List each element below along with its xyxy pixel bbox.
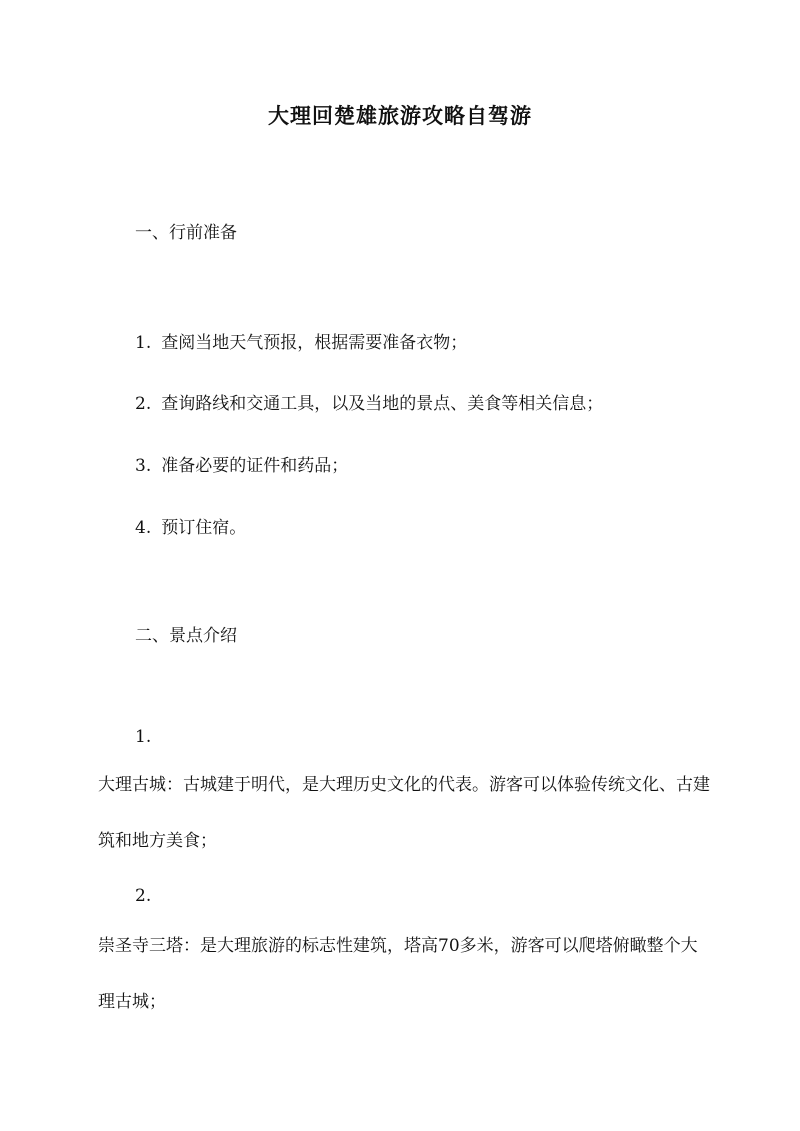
list-item-text: 预订住宿。 [161, 518, 247, 538]
list-item-text: 查询路线和交通工具，以及当地的景点、美食等相关信息； [161, 394, 604, 414]
list-item [135, 328, 467, 353]
list-item [135, 513, 246, 538]
list-item-number: 4. [135, 518, 152, 538]
list-item [135, 389, 603, 414]
list-item-number: 1. [135, 333, 152, 353]
attraction-description: 大理古城：古城建于明代，是大理历史文化的代表。游客可以体验传统文化、古建筑和地方美食； [98, 775, 710, 851]
document-title: 大理回楚雄旅游攻略自驾游 [268, 103, 532, 128]
section-heading-preparation: 一、行前准备 [135, 223, 237, 243]
list-item-number: 2. [135, 394, 152, 414]
list-item-number-standalone: 2. [135, 886, 152, 906]
list-item-number: 3. [135, 456, 152, 476]
list-item-number-standalone: 1. [135, 727, 152, 747]
list-item-text: 查阅当地天气预报，根据需要准备衣物； [161, 333, 468, 353]
list-item-text: 准备必要的证件和药品； [161, 456, 349, 476]
section-heading-attractions: 二、景点介绍 [135, 626, 237, 646]
list-item [135, 451, 348, 476]
attraction-description: 崇圣寺三塔：是大理旅游的标志性建筑，塔高70多米，游客可以爬塔俯瞰整个大理古城； [98, 936, 698, 1012]
